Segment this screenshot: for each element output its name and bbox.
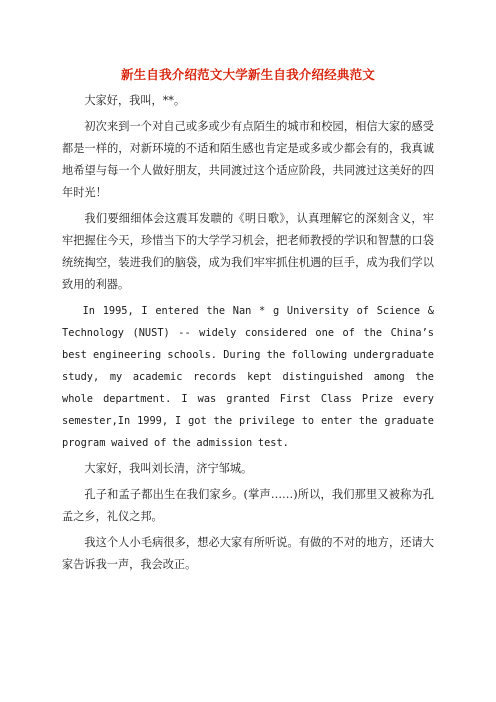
document-title: 新生自我介绍范文大学新生自我介绍经典范文 [120, 67, 375, 82]
paragraph-closing: 我这个人小毛病很多，想必大家有所听说。有做的不对的地方，还请大家告诉我一声，我会改正。 [62, 536, 434, 571]
paragraph-new-environment: 初次来到一个对自己或多或少有点陌生的城市和校园，相信大家的感受都是一样的，对新环境的不适和陌生感也肯定是或多或少都会有的，我真诚地希望与每一个人做好朋友，共同渡过这个适应阶段，共同渡过这美好的四年时光！ [62, 120, 434, 199]
paragraph-intro-name: 大家好，我叫刘长清，济宁邹城。 [84, 462, 253, 475]
paragraph-english: In 1995, I entered the Nan * g University of Science & Technology (NUST) -- widely considered one of the China’s best engineering schools. During the following undergraduate study, my academic records kept distinguished among the whole department. I was granted First Class Prize every semester,In 1999, I got the privilege to enter the graduate program waived of the admission test. [62, 305, 434, 449]
paragraph-tomorrow-song: 我们要细细体会这震耳发聩的《明日歌》，认真理解它的深刻含义，牢牢把握住今天，珍惜当下的大学学习机会，把老师教授的学识和智慧的口袋统统掏空，装进我们的脑袋，成为我们牢牢抓住机遇的巨手，成为我们学以致用的利器。 [62, 212, 434, 291]
paragraph-greeting: 大家好，我叫，**。 [84, 94, 186, 107]
paragraph-hometown: 孔子和孟子都出生在我们家乡。(掌声……)所以，我们那里又被称为孔孟之乡，礼仪之邦。 [62, 488, 434, 523]
